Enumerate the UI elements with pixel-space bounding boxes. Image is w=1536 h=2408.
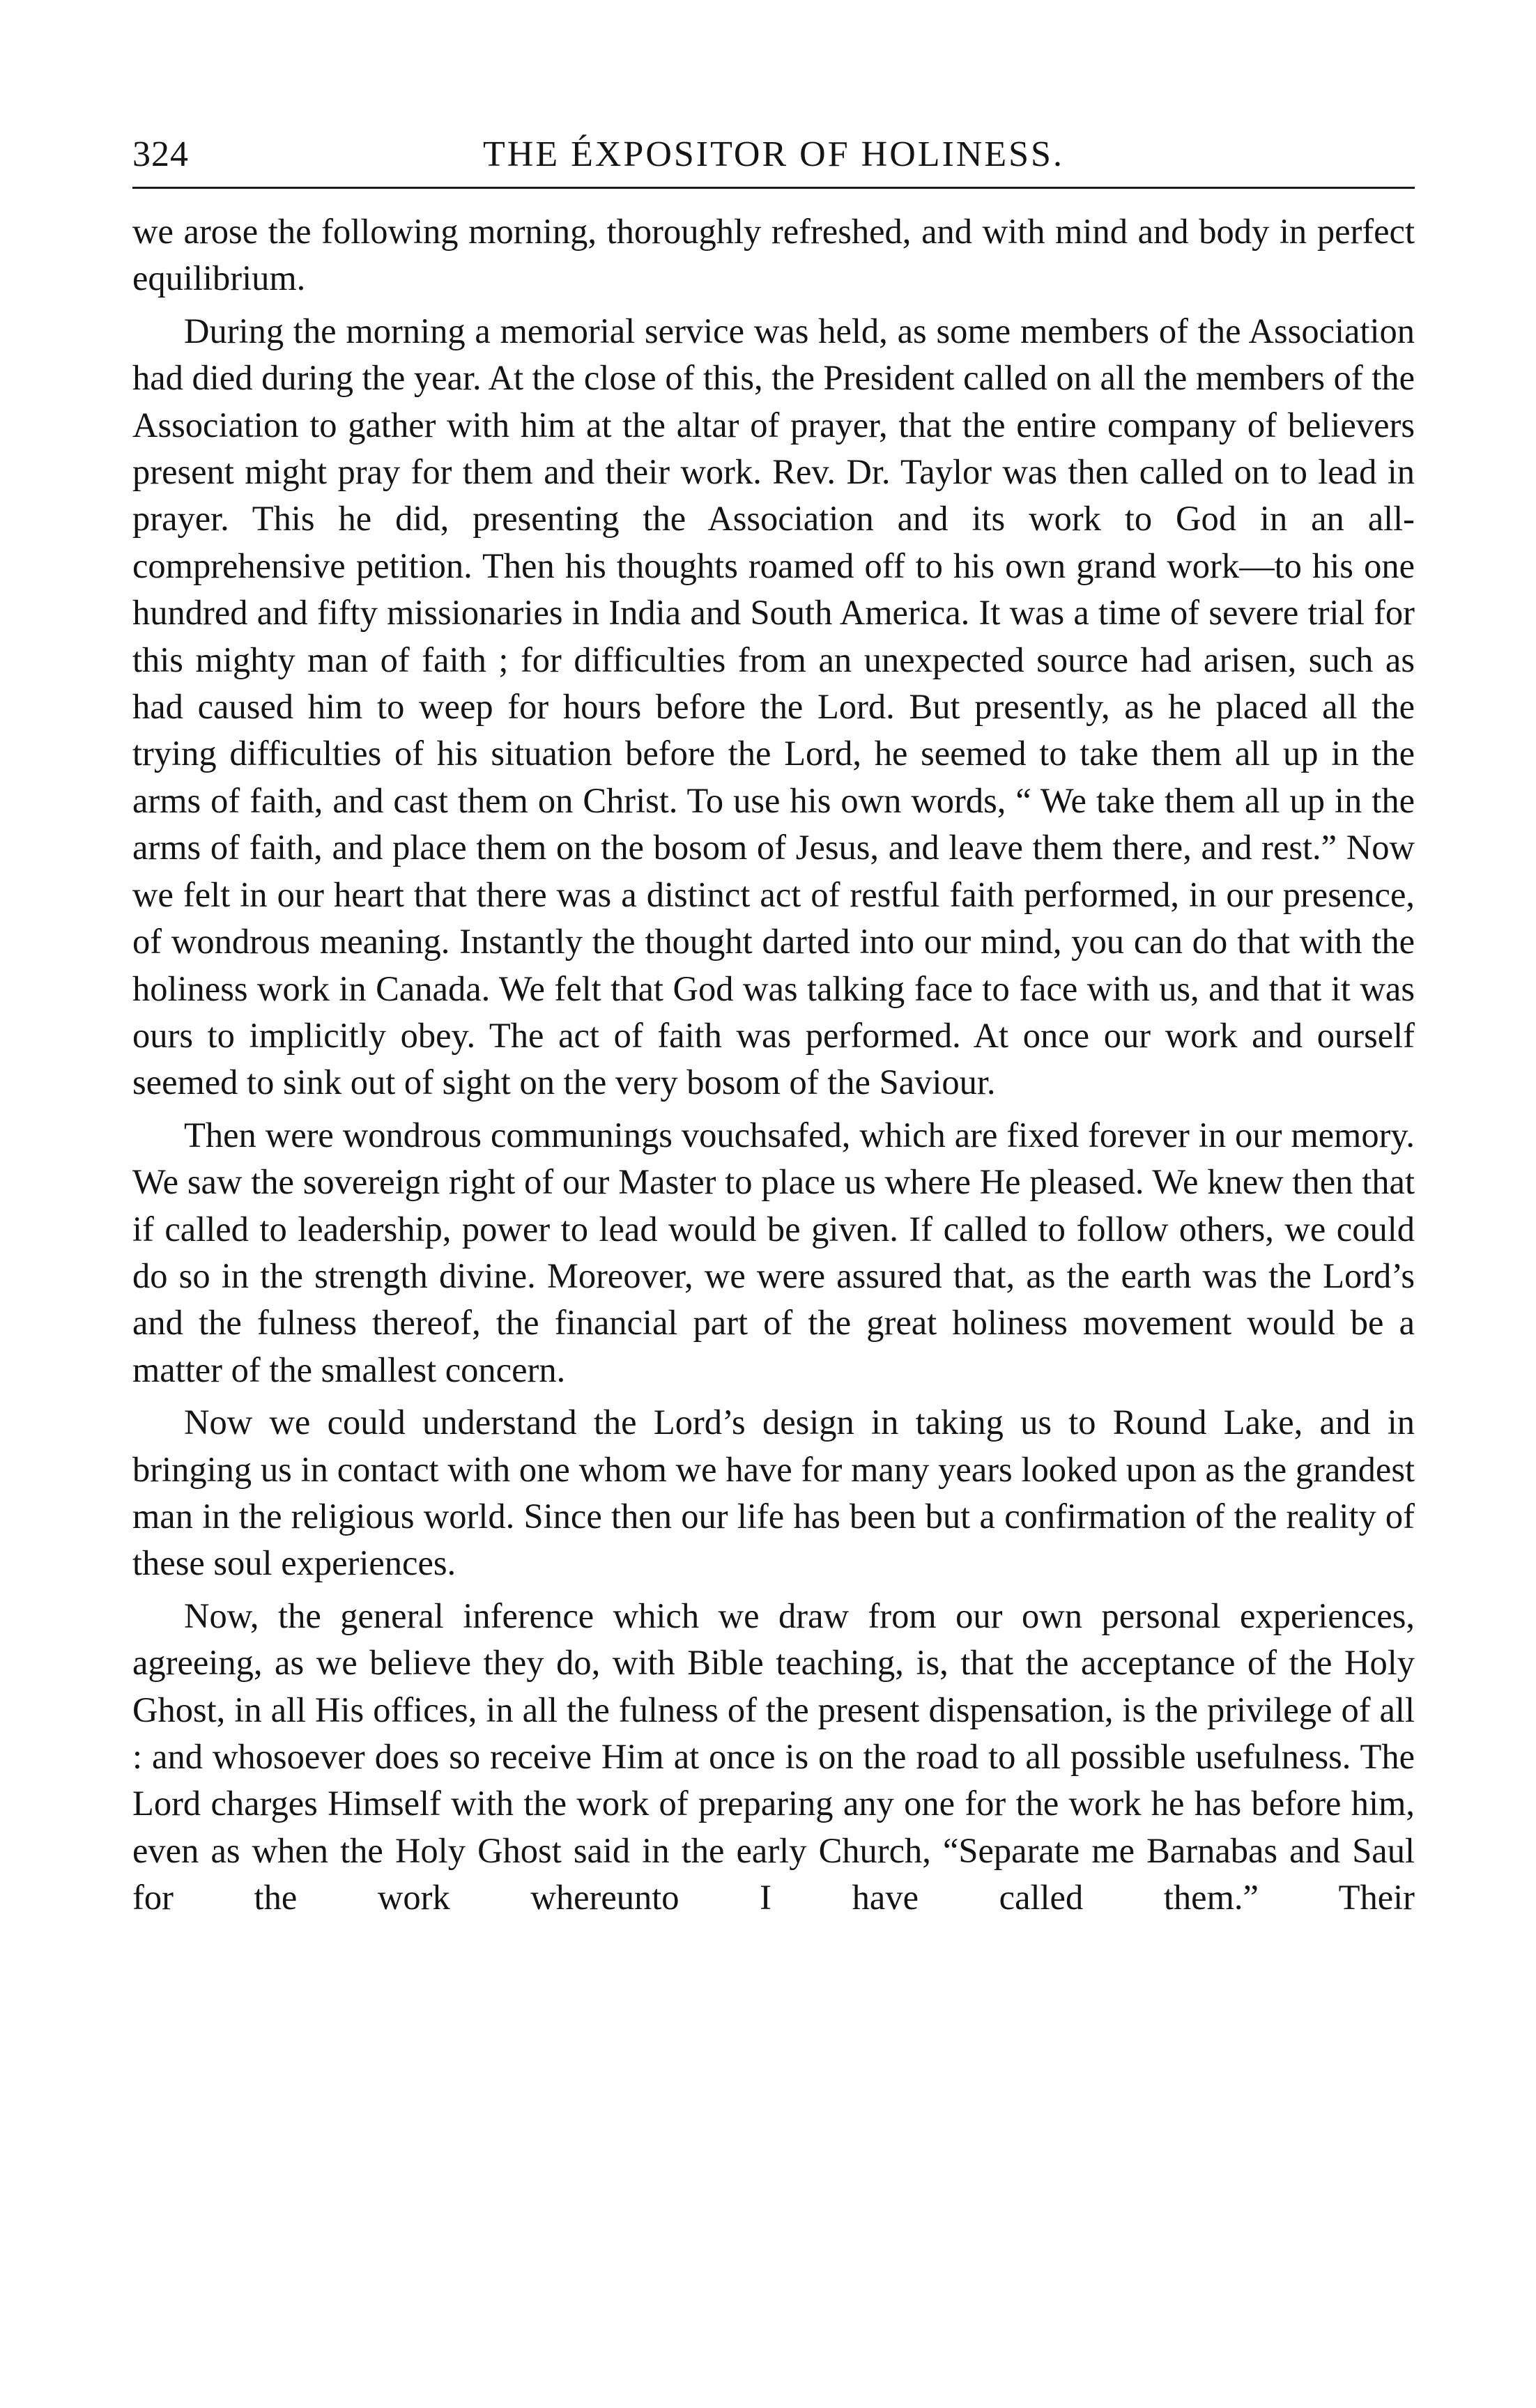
running-header xyxy=(132,117,1415,187)
paragraph-memorial-service: During the morning a memorial service was held, as some members of the Association had died during the year. At the close of this, the President called on all the members of the Association to gather with him at the altar of prayer, that the entire company of believers present might pray for them and their work. Rev. Dr. Taylor was then called on to lead in prayer. This he did, presenting the Association and its work to God in an all-comprehensive petition. Then his thoughts roamed off to his own grand work—to his one hundred and fifty missionaries in India and South America. It was a time of severe trial for this mighty man of faith ; for difficulties from an unexpected source had arisen, such as had caused him to weep for hours before the Lord. But presently, as he placed all the trying difficulties of his situation before the Lord, he seemed to take them all up in the arms of faith, and cast them on Christ. To use his own words, “ We take them all up in the arms of faith, and place them on the bosom of Jesus, and leave them there, and rest.” Now we felt in our heart that there was a distinct act of restful faith performed, in our presence, of wondrous meaning. Instantly the thought darted into our mind, you can do that with the holiness work in Canada. We felt that God was talking face to face with us, and that it was ours to implicitly obey. The act of faith was performed. At once our work and ourself seemed to sink out of sight on the very bosom of the Saviour. xyxy=(132,311,1415,1102)
header-rule xyxy=(132,187,1415,189)
paragraph-continuation: we arose the following morning, thoroughly refreshed, and with mind and body in perfect equilibrium. xyxy=(132,212,1415,298)
paragraph-communings: Then were wondrous communings vouchsafed, which are fixed forever in our memory. We saw the sovereign right of our Master to place us where He pleased. We knew then that if called to leadership, power to lead would be given. If called to follow others, we could do so in the strength divine. Moreover, we were assured that, as the earth was the Lord’s and the fulness thereof, the financial part of the great holiness movement would be a matter of the smallest concern. xyxy=(132,1115,1415,1389)
page-number: 324 xyxy=(132,134,189,174)
paragraph-general-inference: Now, the general inference which we draw from our own personal experiences, agreeing, as we believe they do, with Bible teaching, is, that the acceptance of the Holy Ghost, in all His offices, in all the fulness of the present dispensation, is the privilege of all : and whosoever does so receive Him at once is on the road to all possible usefulness. The Lord charges Himself with the work of preparing any one for the work he has before him, even as when the Holy Ghost said in the early Church, “Separate me Barnabas and Saul for the work whereunto I have called them.” Their xyxy=(132,1596,1415,1917)
running-title: THE ÉXPOSITOR OF HOLINESS. xyxy=(483,134,1064,174)
body-text xyxy=(132,208,1415,1922)
paragraph-round-lake: Now we could understand the Lord’s design in taking us to Round Lake, and in bringing us in contact with one whom we have for many years looked upon as the grandest man in the religious world. Since then our life has been but a confirmation of the reality of these soul experiences. xyxy=(132,1403,1415,1583)
document-page xyxy=(132,117,1415,1922)
